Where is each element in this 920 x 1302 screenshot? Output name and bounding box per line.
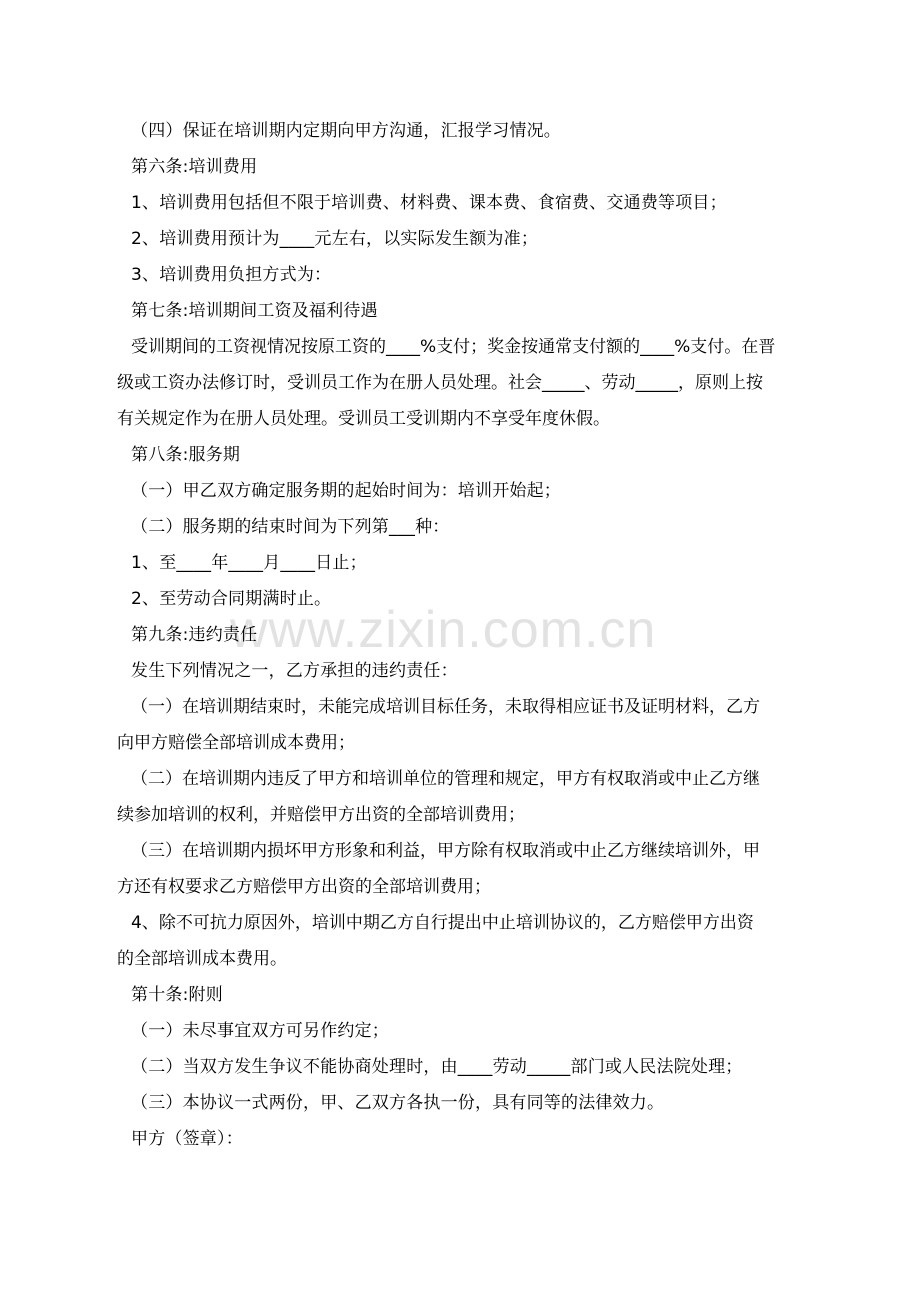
paragraph-line: 续参加培训的权利，并赔偿甲方出资的全部培训费用；	[117, 805, 525, 825]
article-heading: 第七条:培训期间工资及福利待遇	[131, 301, 378, 321]
clause-line: （二）服务期的结束时间为下列第___种：	[131, 517, 450, 537]
paragraph-line: 受训期间的工资视情况按原工资的____%支付；奖金按通常支付额的____%支付。在晋	[131, 337, 776, 357]
paragraph-line: （二）在培训期内违反了甲方和培训单位的管理和规定，甲方有权取消或中止乙方继	[131, 769, 760, 789]
watermark: www.zixin.com.cn	[230, 601, 657, 659]
document-body	[117, 113, 811, 1157]
article-heading: 第九条:违约责任	[131, 625, 258, 645]
paragraph-line: 的全部培训成本费用。	[117, 949, 287, 969]
clause-line: 3、培训费用负担方式为：	[131, 265, 332, 285]
clause-line: 1、培训费用包括但不限于培训费、材料费、课本费、食宿费、交通费等项目；	[131, 193, 727, 213]
article-heading: 第六条:培训费用	[131, 157, 258, 177]
salary-paragraph	[117, 329, 811, 437]
paragraph-line: 向甲方赔偿全部培训成本费用；	[117, 733, 355, 753]
clause-line: 发生下列情况之一，乙方承担的违约责任：	[131, 661, 458, 681]
article-heading: 第十条:附则	[131, 985, 223, 1005]
clause-line: （一）未尽事宜双方可另作约定；	[131, 1021, 389, 1041]
clause-line: 2、培训费用预计为____元左右，以实际发生额为准；	[131, 229, 539, 249]
paragraph-line: 方还有权要求乙方赔偿甲方出资的全部培训费用；	[117, 877, 491, 897]
paragraph-line: 有关规定作为在册人员处理。受训员工受训期内不享受年度休假。	[117, 409, 610, 429]
breach-paragraph-2	[117, 761, 811, 833]
clause-line: （一）甲乙双方确定服务期的起始时间为：培训开始起；	[131, 481, 561, 501]
breach-paragraph-4	[117, 905, 811, 977]
paragraph-line: （三）在培训期内损坏甲方形象和利益，甲方除有权取消或中止乙方继续培训外，甲	[131, 841, 760, 861]
clause-line: 2、至劳动合同期满时止。	[131, 589, 332, 609]
breach-paragraph-1	[117, 689, 811, 761]
breach-paragraph-3	[117, 833, 811, 905]
paragraph-line: 级或工资办法修订时，受训员工作为在册人员处理。社会_____、劳动_____，原则上按	[117, 373, 763, 393]
signature-label: 甲方（签章）：	[131, 1129, 243, 1149]
clause-line: （三）本协议一式两份，甲、乙双方各执一份，具有同等的法律效力。	[131, 1093, 665, 1113]
paragraph-line: 4、除不可抗力原因外，培训中期乙方自行提出中止培训协议的，乙方赔偿甲方出资	[131, 913, 754, 933]
clause-line: （二）当双方发生争议不能协商处理时，由____劳动_____部门或人民法院处理；	[131, 1057, 743, 1077]
article-heading: 第八条:服务期	[131, 445, 241, 465]
clause-line: 1、至____年____月____日止；	[131, 553, 367, 573]
paragraph-line: （一）在培训期结束时，未能完成培训目标任务，未取得相应证书及证明材料，乙方	[131, 697, 760, 717]
clause-line: （四）保证在培训期内定期向甲方沟通，汇报学习情况。	[131, 121, 561, 141]
